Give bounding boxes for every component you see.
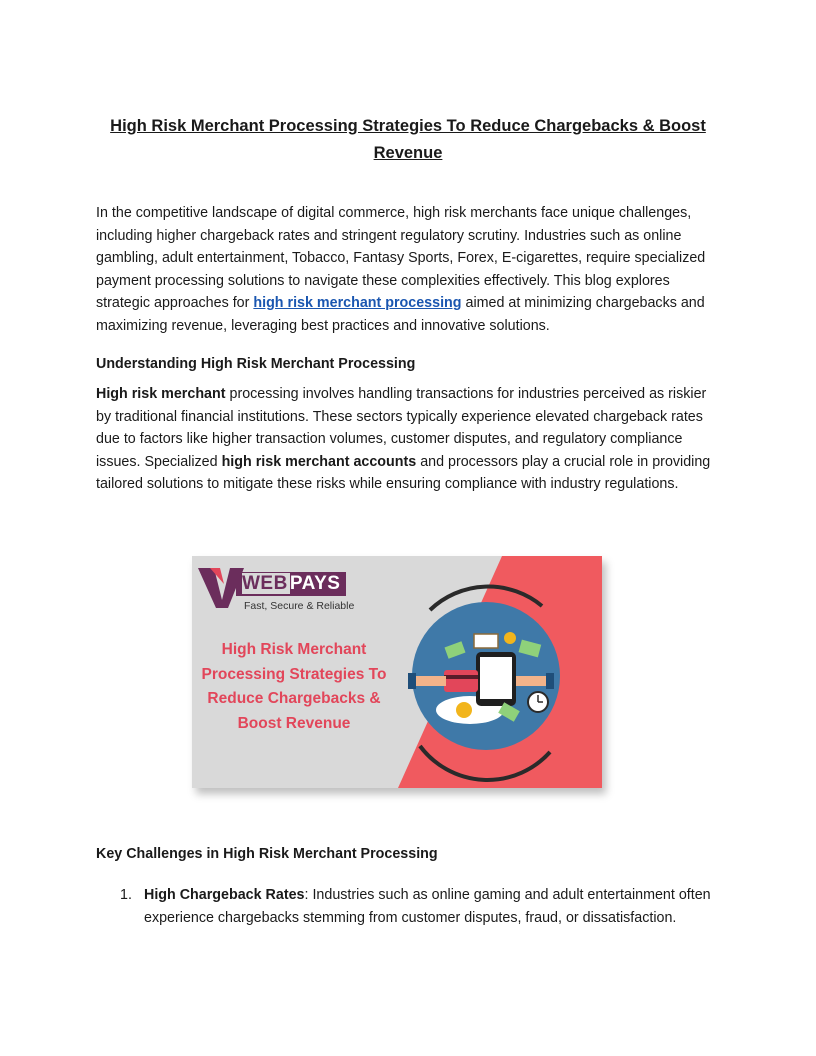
banner-title-line: Boost Revenue: [237, 714, 351, 732]
list-item-text: : Industries such as online gaming and adult entertainment often experience chargebacks stemming from customer disputes, fraud, or dissatisfaction.: [144, 887, 711, 926]
hand-right-icon: [516, 676, 548, 686]
coin-icon: [456, 702, 472, 718]
list-item: [96, 884, 720, 929]
document-title: [96, 113, 720, 167]
hand-left-icon: [414, 676, 446, 686]
section-heading-challenges: Key Challenges in High Risk Merchant Processing: [96, 846, 438, 862]
high-risk-processing-link[interactable]: high risk merchant processing: [253, 295, 462, 311]
banner-title-line: High Risk Merchant: [221, 641, 367, 658]
list-item-bold: High Chargeback Rates: [144, 887, 305, 903]
challenges-list: [96, 884, 720, 929]
intro-text-2: aimed at minimizing chargebacks and maximizing revenue, leveraging best practices and innovative solutions.: [96, 295, 705, 334]
bold-high-risk-accounts: high risk merchant accounts: [221, 453, 417, 470]
section-heading-understanding: Understanding High Risk Merchant Processing: [96, 356, 416, 372]
intro-paragraph: [96, 202, 720, 337]
title-line-1: High Risk Merchant Processing Strategies To Reduce Chargebacks & Boost: [110, 117, 706, 135]
list-item-number: 1.: [120, 887, 132, 903]
webpays-logo-text: [236, 572, 346, 596]
understanding-text-1: processing involves handling transactions for industries perceived as riskier by traditional financial institutions. These sectors typically experience elevated chargeback rates due to factors like higher transaction volumes, customer disputes, and regulatory compliance issues. Specialized: [96, 386, 707, 470]
webpays-banner-image: [192, 556, 602, 788]
credit-card-icon: [444, 670, 478, 692]
understanding-paragraph: [96, 383, 720, 496]
understanding-text-2: and processors play a crucial role in providing tailored solutions to mitigate these risks while ensuring compliance with industry regulations.: [96, 453, 711, 492]
banner-title-line: Processing Strategies To: [201, 665, 387, 683]
banner-title: [192, 638, 396, 736]
intro-text-1: In the competitive landscape of digital commerce, high risk merchants face unique challenges, including higher chargeback rates and stringent regulatory scrutiny. Industries such as online gambling, adult entertainment, Tobacco, Fantasy Sports, Forex, E-cigarettes, require specialized payment processing solutions to navigate these complexities effectively. This blog explores strategic approaches for: [96, 205, 706, 311]
bold-high-risk-merchant: High risk merchant: [96, 386, 226, 402]
list-item-body: [144, 884, 720, 929]
basket-icon: [474, 634, 498, 648]
banner-title-line: Reduce Chargebacks &: [207, 690, 381, 707]
logo-pays: PAYS: [289, 573, 341, 594]
logo-web: WEB: [242, 573, 288, 594]
title-line-2: Revenue: [373, 144, 443, 162]
logo-tagline: Fast, Secure & Reliable: [244, 600, 355, 612]
